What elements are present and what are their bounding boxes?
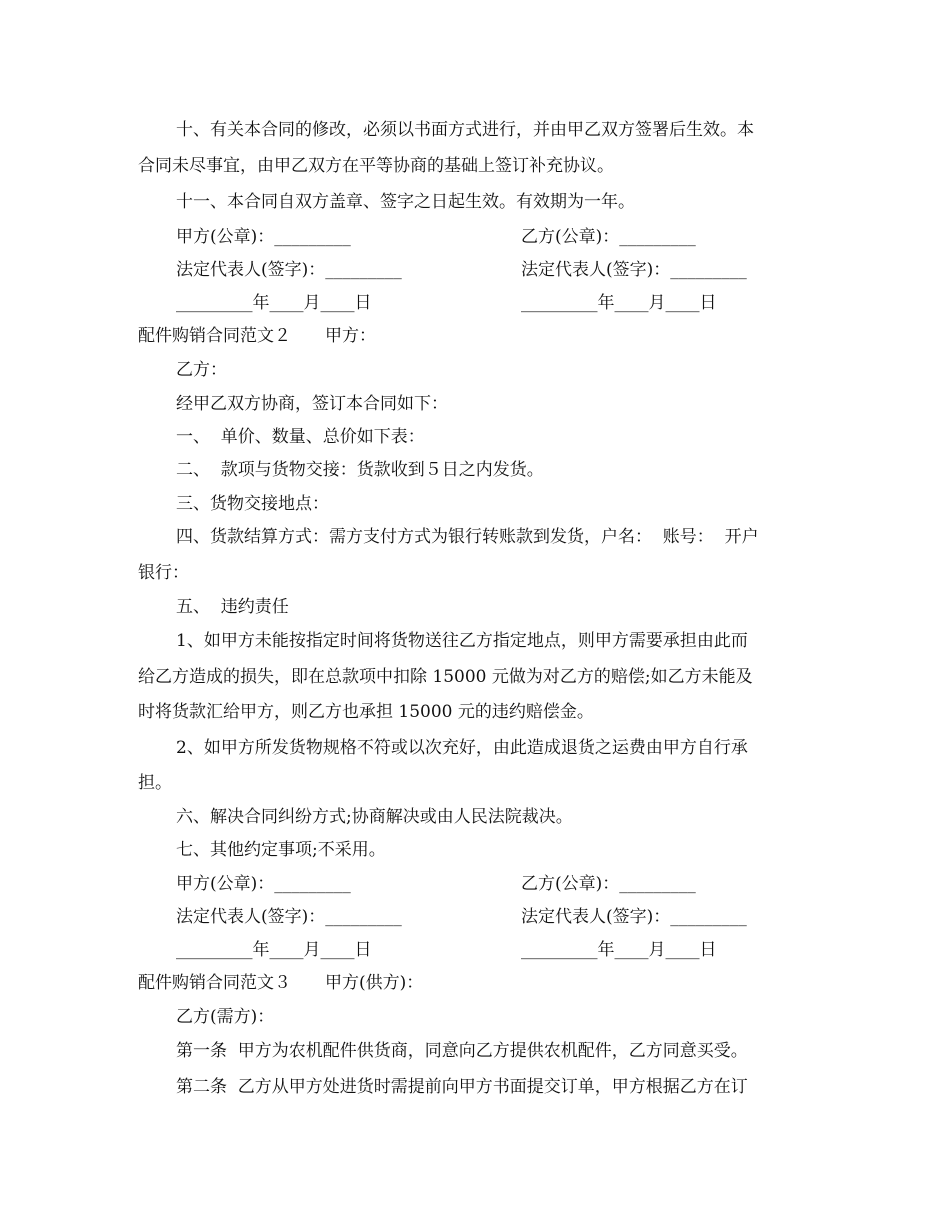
- sample-2-item-1: 一、 单价、数量、总价如下表：: [176, 427, 425, 447]
- sample-2-item-3: 三、货物交接地点：: [176, 494, 329, 514]
- liability-1-line-2: 给乙方造成的损失，即在总款项中扣除 15000 元做为对乙方的赔偿;如乙方未能及: [138, 667, 753, 687]
- party-a-date-1: _________年____月____日: [176, 293, 372, 313]
- party-b-rep-1: 法定代表人(签字)：_________: [521, 260, 747, 280]
- liability-2-line-1: 2、如甲方所发货物规格不符或以次充好，由此造成退货之运费由甲方自行承: [176, 738, 748, 758]
- liability-1-line-3: 时将货款汇给甲方，则乙方也承担 15000 元的违约赔偿金。: [138, 702, 594, 722]
- party-b-rep-2: 法定代表人(签字)：_________: [521, 907, 747, 927]
- party-b-date-2: _________年____月____日: [521, 940, 717, 960]
- sample-2-heading: 配件购销合同范文２ 甲方：: [138, 326, 376, 346]
- liability-2-line-2: 担。: [138, 773, 172, 793]
- party-b-seal-2: 乙方(公章)：_________: [521, 874, 696, 894]
- sample-2-item-5: 五、 违约责任: [176, 597, 289, 617]
- party-b-date-1: _________年____月____日: [521, 293, 717, 313]
- liability-1-line-1: 1、如甲方未能按指定时间将货物送往乙方指定地点，则甲方需要承担由此而: [176, 631, 748, 651]
- sample-3-party-b: 乙方(需方)：: [176, 1007, 275, 1027]
- sample-3-article-1: 第一条 甲方为农机配件供货商，同意向乙方提供农机配件，乙方同意买受。: [176, 1041, 748, 1061]
- sample-2-item-6: 六、解决合同纠纷方式;协商解决或由人民法院裁决。: [176, 807, 573, 827]
- sample-2-item-7: 七、其他约定事项;不采用。: [176, 840, 386, 860]
- clause-10-line-2: 合同未尽事宜，由甲乙双方在平等协商的基础上签订补充协议。: [138, 156, 614, 176]
- sample-3-heading: 配件购销合同范文３ 甲方(供方)：: [138, 973, 424, 993]
- sample-2-item-4-line-2: 银行：: [138, 563, 189, 583]
- sample-3-article-2: 第二条 乙方从甲方处进货时需提前向甲方书面提交订单，甲方根据乙方在订: [176, 1077, 748, 1097]
- party-b-seal-1: 乙方(公章)：_________: [521, 227, 696, 247]
- sample-2-item-2: 二、 款项与货物交接：货款收到５日之内发货。: [176, 460, 544, 480]
- clause-10-line-1: 十、有关本合同的修改，必须以书面方式进行，并由甲乙双方签署后生效。本: [176, 120, 754, 140]
- clause-11: 十一、本合同自双方盖章、签字之日起生效。有效期为一年。: [176, 192, 635, 212]
- party-a-rep-2: 法定代表人(签字)：_________: [176, 907, 402, 927]
- party-a-date-2: _________年____月____日: [176, 940, 372, 960]
- party-a-seal-1: 甲方(公章)：_________: [176, 227, 351, 247]
- sample-2-intro: 经甲乙双方协商，签订本合同如下：: [176, 394, 448, 414]
- sample-2-party-b: 乙方：: [176, 360, 227, 380]
- sample-2-item-4-line-1: 四、货款结算方式：需方支付方式为银行转账款到发货，户名： 账号： 开户: [176, 527, 759, 547]
- party-a-rep-1: 法定代表人(签字)：_________: [176, 260, 402, 280]
- party-a-seal-2: 甲方(公章)：_________: [176, 874, 351, 894]
